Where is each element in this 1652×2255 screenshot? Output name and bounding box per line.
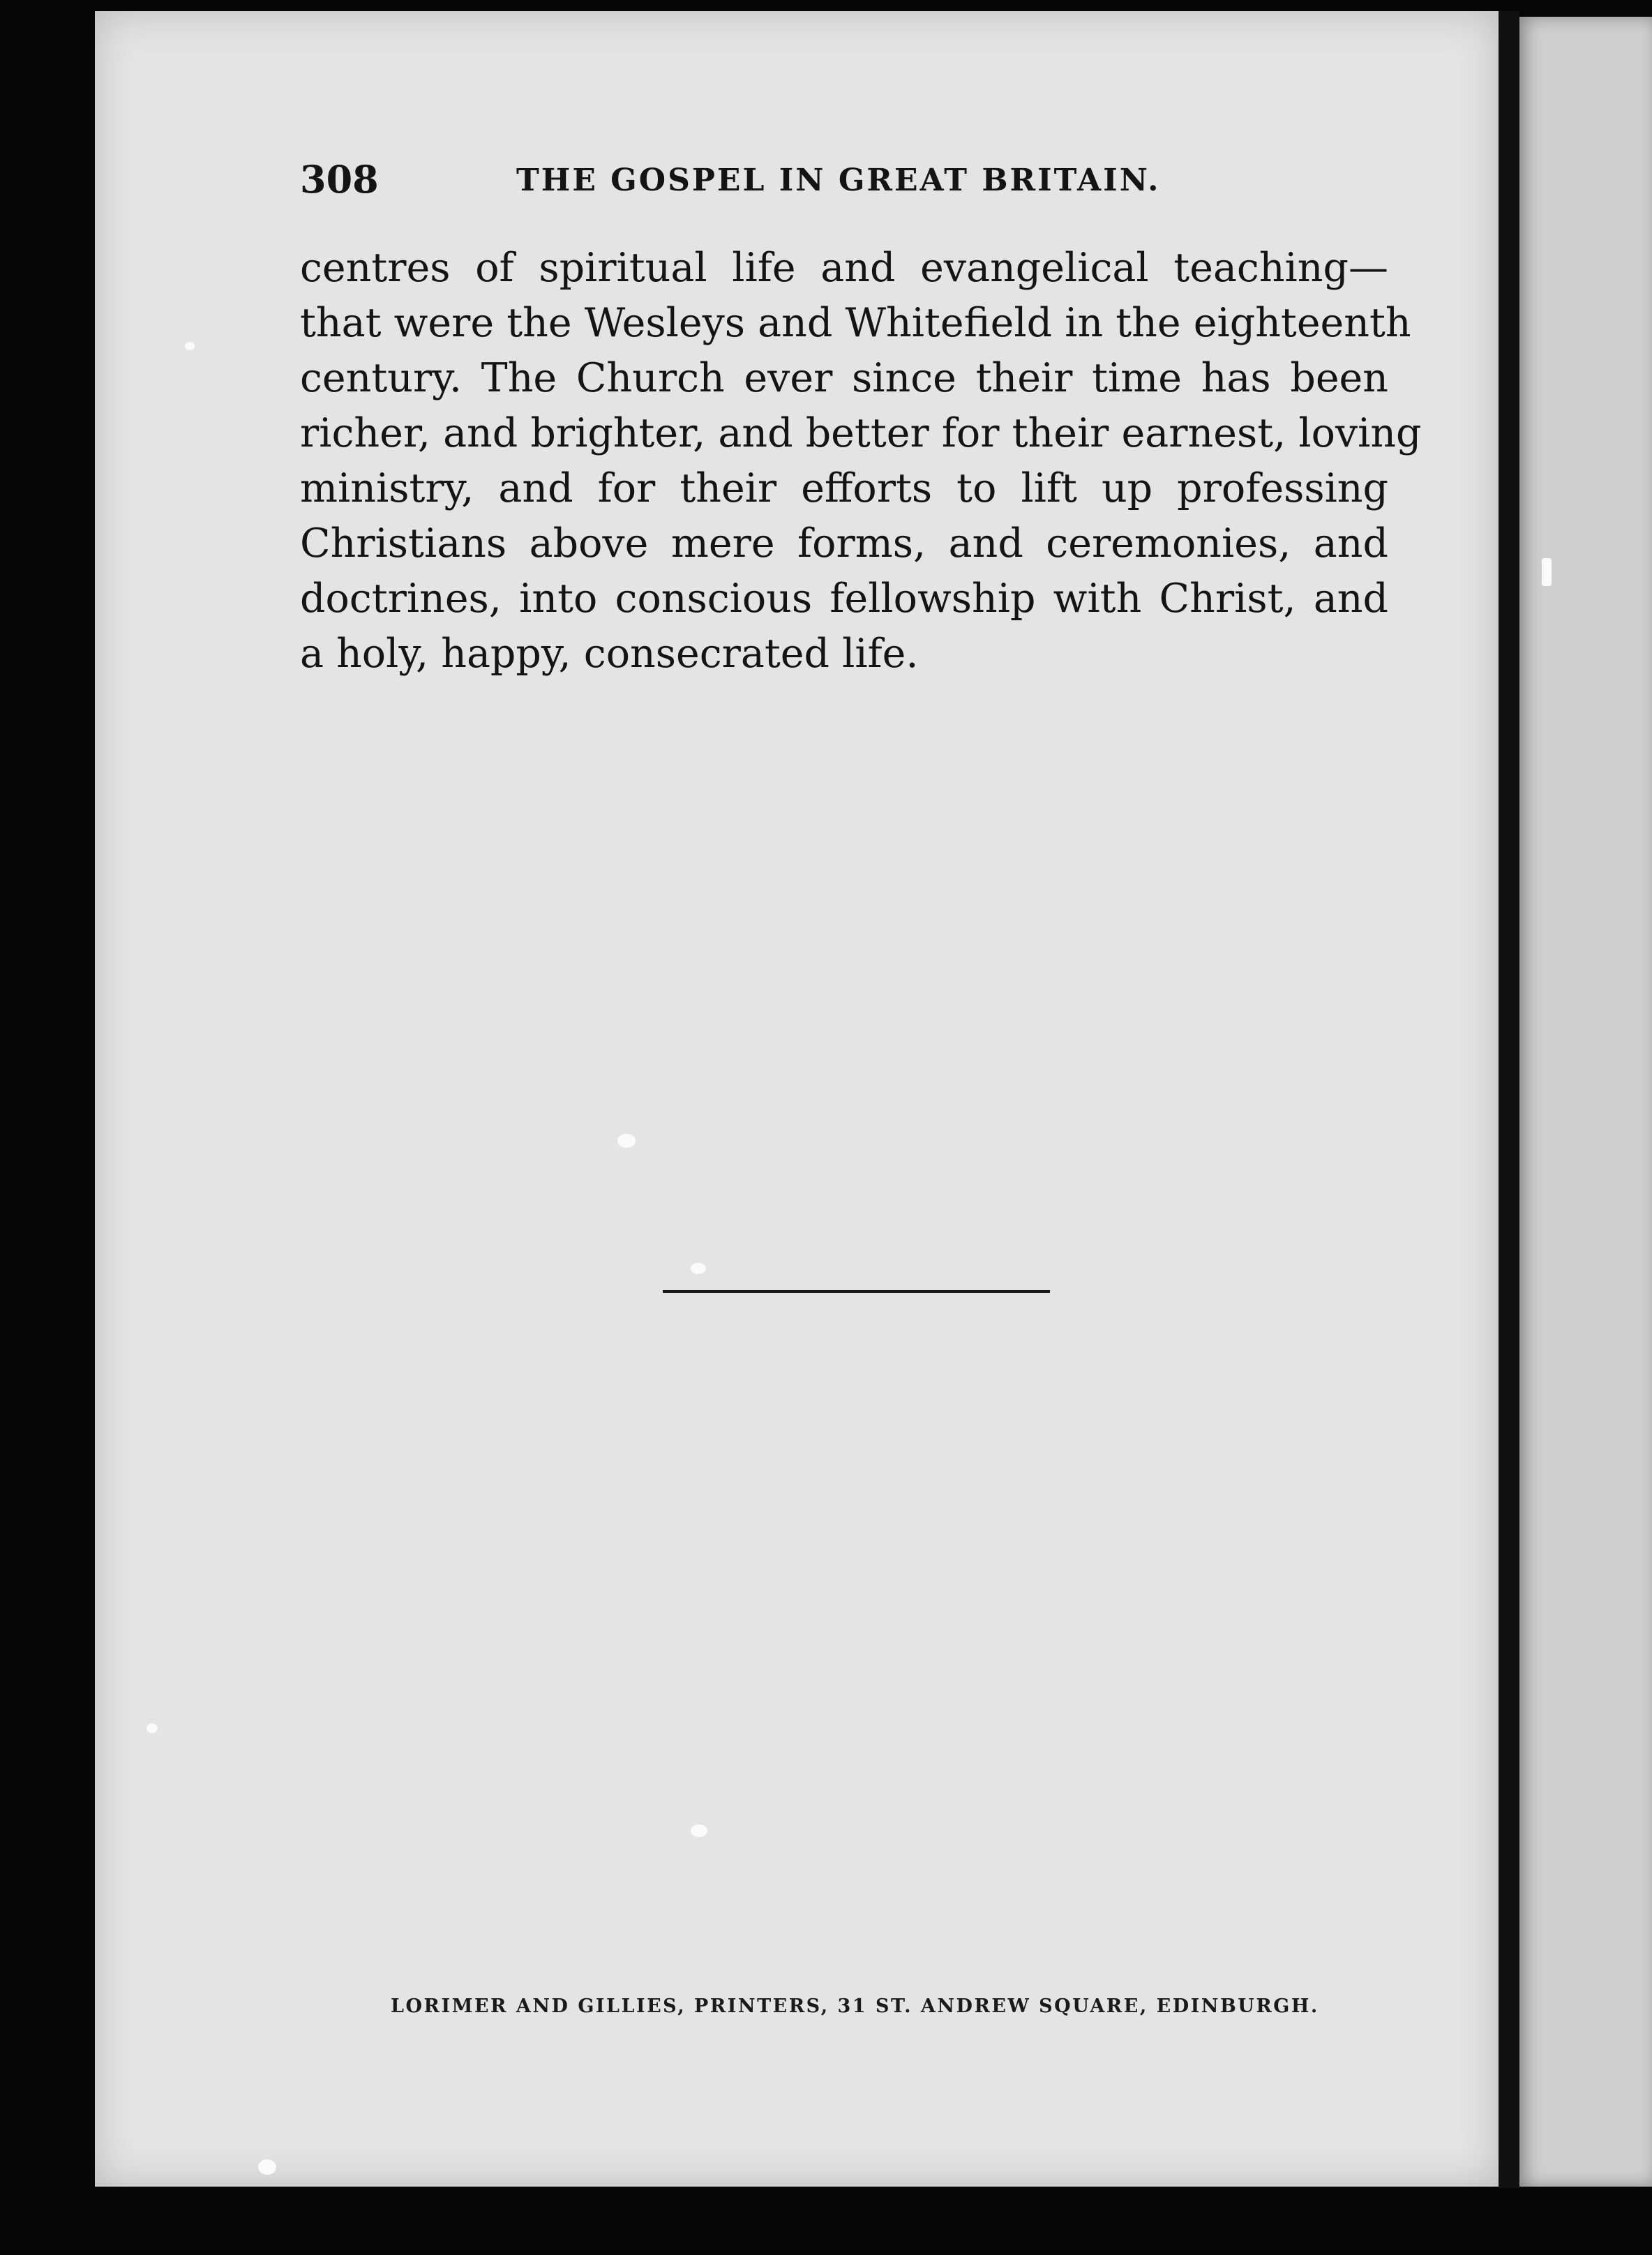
paper-speck xyxy=(691,1263,706,1274)
paper-speck xyxy=(258,2159,276,2175)
printer-imprint: LORIMER AND GILLIES, PRINTERS, 31 ST. ANDREW SQUARE, EDINBURGH. xyxy=(391,1995,1319,2017)
end-rule-divider xyxy=(663,1290,1050,1293)
text-line: doctrines, into conscious fellowship with Christ, and xyxy=(300,576,1388,622)
text-line: century. The Church ever since their time has been xyxy=(300,355,1388,401)
paper-speck xyxy=(1542,558,1552,586)
running-header xyxy=(300,157,1207,206)
body-paragraph xyxy=(300,241,1422,682)
paper-speck xyxy=(617,1134,636,1148)
page-number: 308 xyxy=(300,157,379,202)
text-line: richer, and brighter, and better for their earnest, loving xyxy=(300,410,1422,456)
page-gutter xyxy=(1499,11,1519,2188)
paper-speck xyxy=(147,1723,158,1733)
text-line: that were the Wesleys and Whitefield in the eighteenth xyxy=(300,300,1411,346)
paper-speck xyxy=(691,1825,707,1837)
text-line: ministry, and for their efforts to lift up professing xyxy=(300,465,1388,511)
text-line: centres of spiritual life and evangelical teaching— xyxy=(300,245,1388,291)
running-title: THE GOSPEL IN GREAT BRITAIN. xyxy=(516,163,1161,198)
paper-speck xyxy=(185,342,195,350)
text-line: Christians above mere forms, and ceremonies, and xyxy=(300,520,1388,567)
adjacent-page-edge xyxy=(1519,17,1652,2187)
text-line: a holy, happy, consecrated life. xyxy=(300,631,919,677)
